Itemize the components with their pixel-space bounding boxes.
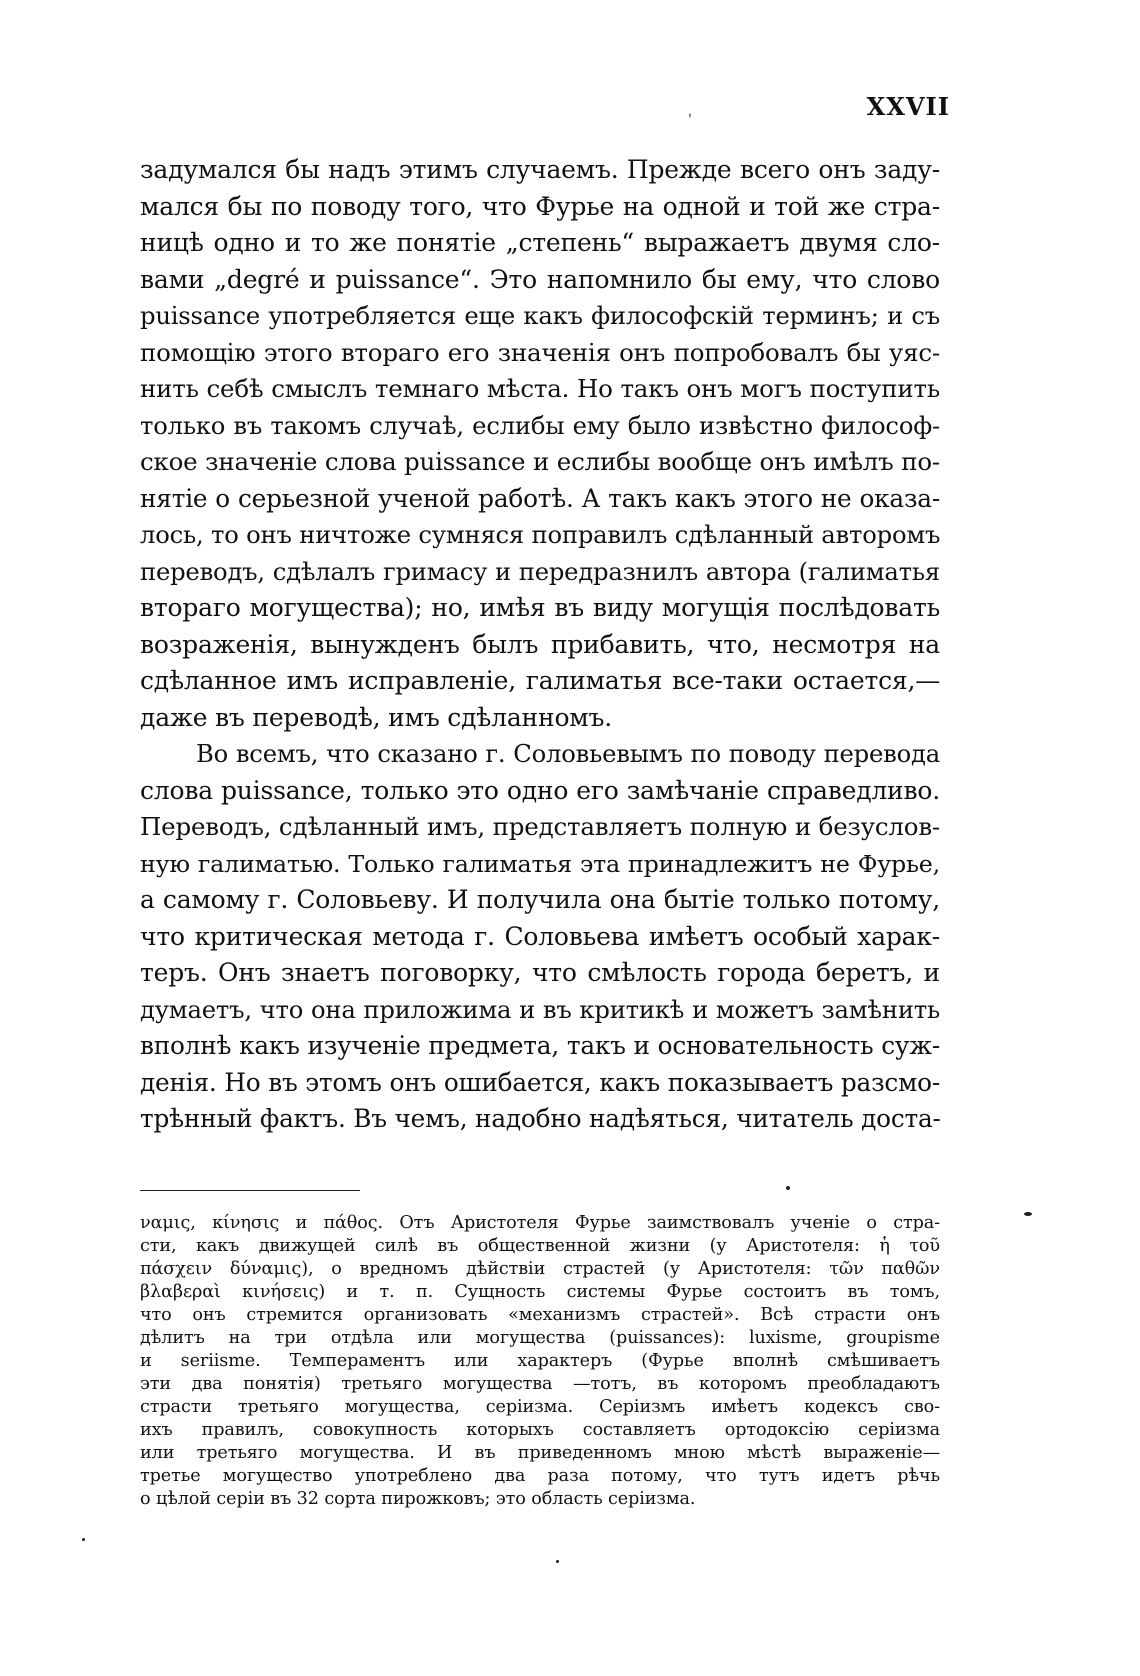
footnote-line: сти, какъ движущей силѣ въ общественной жизни (у Аристотеля: ἡ τοῦ bbox=[140, 1236, 940, 1256]
footnote-line: ναμις, κίνησις и πάθος. Отъ Аристотеля Фурье заимствовалъ ученіе о стра- bbox=[140, 1213, 940, 1233]
text-line: теръ. Онъ знаетъ поговорку, что смѣлость города беретъ, и bbox=[140, 958, 940, 987]
footnote-line: страсти третьяго могущества, серіизма. Серіизмъ имѣетъ кодексъ сво- bbox=[140, 1397, 940, 1417]
footnote-line: βλαβεραὶ κινήσεις) и т. п. Сущность системы Фурье состоитъ въ томъ, bbox=[140, 1282, 940, 1302]
text-line: нить себѣ смыслъ темнаго мѣста. Но такъ онъ могъ поступить bbox=[140, 374, 940, 403]
text-line: даже въ переводѣ, имъ сдѣланномъ. bbox=[140, 702, 613, 732]
footnote-line: дѣлитъ на три отдѣла или могущества (puissances): luxisme, groupisme bbox=[140, 1328, 940, 1348]
text-line: возраженія, вынужденъ былъ прибавить, что, несмотря на bbox=[140, 629, 940, 659]
footnote-line: ихъ правилъ, совокупность которыхъ составляетъ ортодоксію серіизма bbox=[140, 1420, 940, 1440]
text-line: слова puissance, только это одно его замѣчаніе справедливо. bbox=[140, 775, 940, 805]
text-line: задумался бы надъ этимъ случаемъ. Прежде всего онъ заду- bbox=[140, 155, 940, 184]
text-line: помощію этого втораго его значенія онъ попробовалъ бы уяс- bbox=[140, 337, 940, 367]
text-line: Переводъ, сдѣланный имъ, представляетъ полную и безуслов- bbox=[140, 812, 940, 841]
text-line: нятіе о серьезной ученой работѣ. А такъ какъ этого не оказа- bbox=[140, 483, 940, 513]
footnote-line: и seriisme. Темпераментъ или характеръ (Фурье вполнѣ смѣшиваетъ bbox=[140, 1351, 940, 1371]
text-line: трѣнный фактъ. Въ чемъ, надобно надѣяться, читатель доста- bbox=[140, 1104, 941, 1133]
text-line: мался бы по поводу того, что Фурье на одной и той же стра- bbox=[140, 191, 940, 221]
paragraph-start-line: Во всемъ, что сказано г. Соловьевымъ по поводу перевода bbox=[196, 739, 940, 768]
text-line: сдѣланное имъ исправленіе, галиматья все-таки остается,— bbox=[140, 666, 940, 695]
speck bbox=[556, 1560, 559, 1563]
text-line: денія. Но въ этомъ онъ ошибается, какъ показываетъ разсмо- bbox=[140, 1067, 940, 1097]
text-line: ную галиматью. Только галиматья эта принадлежитъ не Фурье, bbox=[140, 849, 940, 878]
text-line: лось, то онъ ничтоже сумняся поправилъ сдѣланный авторомъ bbox=[140, 520, 941, 549]
speck bbox=[786, 1186, 790, 1190]
text-line: втораго могущества); но, имѣя въ виду могущія послѣдовать bbox=[140, 593, 940, 622]
text-line: вами „degré и puissance“. Это напомнило бы ему, что слово bbox=[140, 264, 940, 294]
text-line: только въ такомъ случаѣ, еслибы ему было извѣстно философ- bbox=[140, 410, 940, 440]
footnote-line: или третьяго могущества. И въ приведенномъ мною мѣстѣ выраженіе— bbox=[140, 1443, 940, 1463]
footnote-text bbox=[140, 1212, 940, 1511]
footnote-line: πάσχειν δύναμις), о вредномъ дѣйствіи страстей (у Аристотеля: τῶν παθῶν bbox=[140, 1259, 940, 1279]
speck bbox=[1024, 1212, 1032, 1216]
text-line: что критическая метода г. Соловьева имѣетъ особый харак- bbox=[140, 921, 940, 951]
text-line: puissance употребляется еще какъ философскій терминъ; и съ bbox=[140, 301, 940, 330]
stray-mark: ' bbox=[688, 112, 692, 128]
footnote-separator bbox=[140, 1190, 360, 1191]
footnote-line: эти два понятія) третьяго могущества —тотъ, въ которомъ преобладаютъ bbox=[140, 1374, 940, 1394]
speck bbox=[82, 1538, 85, 1541]
footnote-line: что онъ стремится организовать «механизмъ страстей». Всѣ страсти онъ bbox=[140, 1305, 940, 1325]
text-line: ницѣ одно и то же понятіе „степень“ выражаетъ двумя сло- bbox=[140, 228, 940, 257]
footnote-line: третье могущество употреблено два раза потому, что тутъ идетъ рѣчь bbox=[140, 1466, 940, 1486]
text-line: а самому г. Соловьеву. И получила она бытіе только потому, bbox=[140, 885, 940, 914]
text-line: ское значеніе слова puissance и еслибы вообще онъ имѣлъ по- bbox=[140, 447, 940, 476]
main-text bbox=[140, 152, 940, 1138]
text-line: думаетъ, что она приложима и въ критикѣ и можетъ замѣнить bbox=[140, 994, 940, 1024]
footnote-line: о цѣлой серіи въ 32 сорта пирожковъ; это область серіизма. bbox=[140, 1489, 696, 1509]
text-line: вполнѣ какъ изученіе предмета, такъ и основательность суж- bbox=[140, 1031, 940, 1060]
page-number: XXVII bbox=[866, 92, 950, 121]
text-line: переводъ, сдѣлалъ гримасу и передразнилъ автора (галиматья bbox=[140, 556, 940, 586]
